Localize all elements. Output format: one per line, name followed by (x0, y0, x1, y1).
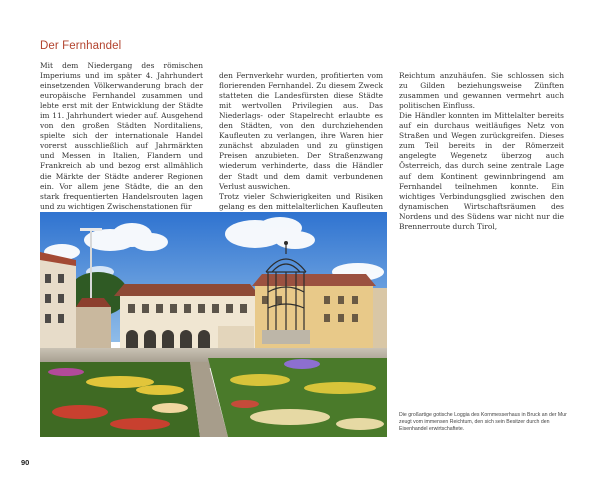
section-heading: Der Fernhandel (40, 40, 122, 52)
photo-caption: Die großartige gotische Loggia des Kornmesserhaus in Bruck an der Mur zeugt vom immensen Reichtum, den sich sein Besitzer durch den Eisenhandel erwirtschaftete. (399, 412, 567, 432)
text-column-1 (40, 61, 203, 212)
text-column-2 (219, 61, 383, 232)
paragraph: Mit dem Niedergang des römischen Imperiums und im später 4. Jahrhundert einsetzenden Völkerwanderung brach der europäische Fernhandel zusammen und lebte erst mit der Entwicklung der Städte im 11. Jahrhundert wieder auf. Ausgehend von den großen Städten Norditaliens, spielte sich der internationale Handel vorerst ausschließlich auf Jahrmärkten und Messen in Italien, Flandern und Frankreich ab und bezog erst allmählich die Märkte der Städte anderer Regionen ein. Vor allem jene Städte, die an den stark frequentierten Handelsrouten lagen und zu wichtigen Zwischenstationen für (40, 61, 203, 211)
paragraph: den Fernverkehr wurden, profitierten vom florierenden Fernhandel. Zu diesem Zweck statteten die Landesfürsten diese Städte mit wertvollen Privilegien aus. Das Niederlags- oder Stapelrecht erlaubte es den Städten, von den durchziehenden Kaufleuten zu verlangen, ihre Waren hier zunächst abzuladen und zu günstigen Preisen anzubieten. Der Straßenzwang wiederum verhinderte, dass die Händler der Stadt und dem damit verbundenen Verlust auswichen. Trotz vieler Schwierigkeiten und Risiken gelang es den mittelalterlichen Kaufleuten (219, 71, 383, 211)
paragraph: Reichtum anzuhäufen. Sie schlossen sich zu Gilden beziehungsweise Zünften zusammen und gewannen vermehrt auch politischen Einfluss. Die Händler konnten im Mittelalter bereits auf ein durchaus weitläufiges Netz von Straßen und Wegen zurückgreifen. Dieses zum Teil bereits in der Römerzeit angelegte Wegenetz überzog auch Österreich, das durch seine zentrale Lage auf dem Kontinent gewinnbringend am Fernhandel teilnehmen konnte. Ein wichtiges Verbindungsglied zwischen den dynamischen Wirtschaftsräumen des Nordens und des Südens war nicht nur die Brennerroute durch Tirol, (399, 71, 564, 231)
town-square-photo (40, 212, 387, 437)
page-number: 90 (21, 458, 30, 467)
text-column-3 (399, 61, 564, 242)
